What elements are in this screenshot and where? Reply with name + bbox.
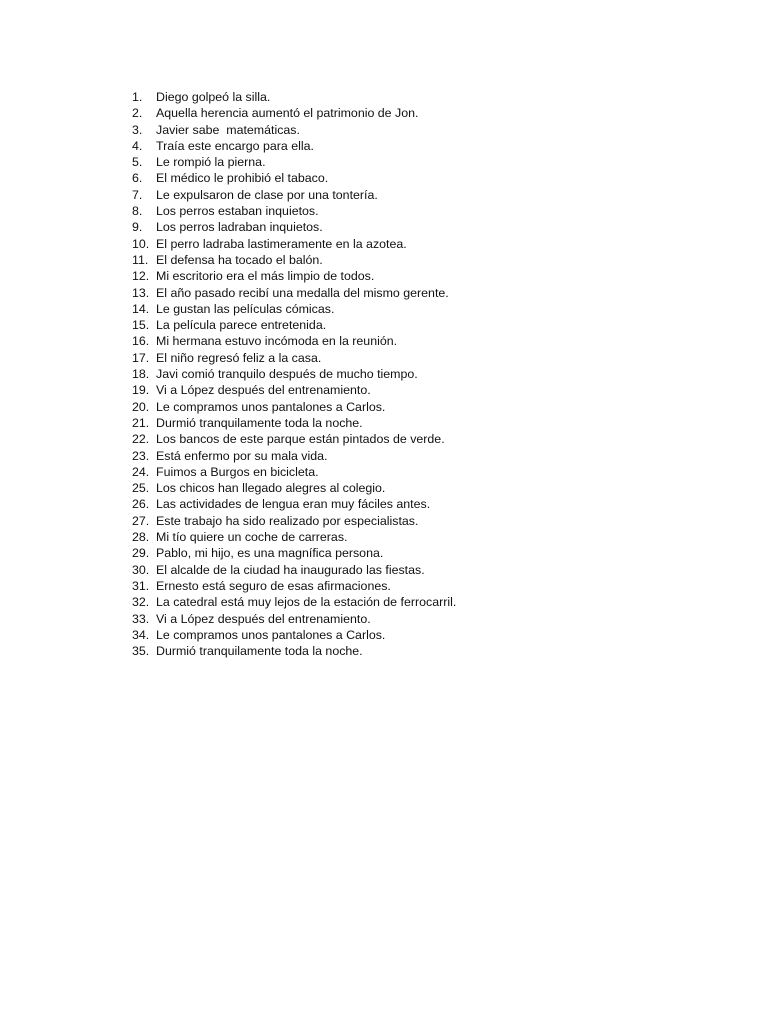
item-text: Diego golpeó la silla. bbox=[156, 90, 271, 104]
item-number: 6. bbox=[132, 171, 143, 186]
item-number: 12. bbox=[132, 269, 150, 284]
item-text: Le compramos unos pantalones a Carlos. bbox=[156, 627, 386, 642]
item-text: El niño regresó feliz a la casa. bbox=[156, 350, 322, 365]
list-item bbox=[128, 203, 688, 219]
item-number: 26. bbox=[132, 497, 150, 512]
item-text: Este trabajo ha sido realizado por especialistas. bbox=[156, 513, 419, 528]
item-number: 34. bbox=[132, 627, 150, 642]
list-item bbox=[128, 513, 688, 529]
list-item bbox=[128, 382, 688, 398]
item-text: Vi a López después del entrenamiento. bbox=[156, 383, 371, 398]
list-item bbox=[128, 187, 688, 203]
list-item bbox=[128, 105, 688, 121]
list-item bbox=[128, 285, 688, 301]
item-number: 24. bbox=[132, 464, 150, 479]
item-number: 22. bbox=[132, 432, 150, 447]
item-number: 25. bbox=[132, 481, 150, 496]
list-item bbox=[128, 415, 688, 431]
list-item bbox=[128, 562, 688, 578]
item-number: 18. bbox=[132, 367, 150, 382]
item-number: 2. bbox=[132, 106, 143, 121]
list-item bbox=[128, 431, 688, 447]
item-number: 31. bbox=[132, 578, 150, 593]
item-text: El año pasado recibí una medalla del mismo gerente. bbox=[156, 285, 449, 300]
item-number: 32. bbox=[132, 595, 150, 610]
item-text: Le expulsaron de clase por una tontería. bbox=[156, 187, 378, 202]
list-item bbox=[128, 154, 688, 170]
sentence-list bbox=[128, 89, 688, 659]
item-number: 30. bbox=[132, 562, 150, 577]
list-item bbox=[128, 545, 688, 561]
list-item bbox=[128, 138, 688, 154]
list-item bbox=[128, 122, 688, 138]
item-text: El perro ladraba lastimeramente en la azotea. bbox=[156, 236, 407, 251]
item-number: 13. bbox=[132, 285, 150, 300]
list-item bbox=[128, 448, 688, 464]
item-text: Traía este encargo para ella. bbox=[156, 138, 314, 153]
list-item bbox=[128, 350, 688, 366]
item-text: Está enfermo por su mala vida. bbox=[156, 448, 328, 463]
list-item bbox=[128, 643, 688, 659]
list-item bbox=[128, 594, 688, 610]
item-text: El defensa ha tocado el balón. bbox=[156, 252, 323, 267]
item-text: La película parece entretenida. bbox=[156, 318, 327, 333]
item-text: Javier sabe matemáticas. bbox=[156, 122, 300, 137]
list-item bbox=[128, 317, 688, 333]
item-text: Mi escritorio era el más limpio de todos. bbox=[156, 269, 375, 284]
item-text: Vi a López después del entrenamiento. bbox=[156, 611, 371, 626]
list-item bbox=[128, 464, 688, 480]
item-number: 3. bbox=[132, 122, 143, 137]
list-item bbox=[128, 333, 688, 349]
item-text: Fuimos a Burgos en bicicleta. bbox=[156, 464, 319, 479]
item-number: 4. bbox=[132, 138, 143, 153]
list-item bbox=[128, 529, 688, 545]
item-text: Durmió tranquilamente toda la noche. bbox=[156, 644, 363, 659]
item-number: 17. bbox=[132, 350, 150, 365]
item-text: Le compramos unos pantalones a Carlos. bbox=[156, 399, 386, 414]
item-number: 33. bbox=[132, 611, 150, 626]
list-item bbox=[128, 89, 688, 105]
item-text: El alcalde de la ciudad ha inaugurado las fiestas. bbox=[156, 562, 425, 577]
item-number: 7. bbox=[132, 187, 143, 202]
item-text: Los perros estaban inquietos. bbox=[156, 204, 319, 219]
list-item bbox=[128, 399, 688, 415]
item-text: Le rompió la pierna. bbox=[156, 155, 266, 170]
item-number: 16. bbox=[132, 334, 150, 349]
item-text: Mi tío quiere un coche de carreras. bbox=[156, 530, 348, 545]
item-number: 9. bbox=[132, 220, 143, 235]
item-text: Los bancos de este parque están pintados de verde. bbox=[156, 432, 445, 447]
item-number: 21. bbox=[132, 415, 150, 430]
list-item bbox=[128, 219, 688, 235]
item-text: Mi hermana estuvo incómoda en la reunión. bbox=[156, 334, 398, 349]
list-item bbox=[128, 496, 688, 512]
item-text: La catedral está muy lejos de la estación de ferrocarril. bbox=[156, 595, 457, 610]
list-item bbox=[128, 611, 688, 627]
item-number: 1. bbox=[132, 90, 143, 104]
item-text: Pablo, mi hijo, es una magnífica persona. bbox=[156, 546, 384, 561]
list-item bbox=[128, 627, 688, 643]
list-item bbox=[128, 236, 688, 252]
item-text: Aquella herencia aumentó el patrimonio de Jon. bbox=[156, 106, 419, 121]
item-text: Le gustan las películas cómicas. bbox=[156, 301, 335, 316]
item-number: 11. bbox=[132, 252, 149, 267]
item-number: 15. bbox=[132, 318, 150, 333]
item-text: Durmió tranquilamente toda la noche. bbox=[156, 415, 363, 430]
list-item bbox=[128, 170, 688, 186]
item-number: 23. bbox=[132, 448, 150, 463]
item-number: 28. bbox=[132, 530, 150, 545]
list-item bbox=[128, 578, 688, 594]
item-text: Las actividades de lengua eran muy fáciles antes. bbox=[156, 497, 431, 512]
list-item bbox=[128, 252, 688, 268]
item-number: 20. bbox=[132, 399, 150, 414]
item-text: Los chicos han llegado alegres al colegio. bbox=[156, 481, 386, 496]
item-number: 19. bbox=[132, 383, 150, 398]
item-number: 5. bbox=[132, 155, 143, 170]
list-item bbox=[128, 268, 688, 284]
item-text: El médico le prohibió el tabaco. bbox=[156, 171, 329, 186]
list-item bbox=[128, 480, 688, 496]
item-number: 29. bbox=[132, 546, 150, 561]
list-item bbox=[128, 366, 688, 382]
item-text: Javi comió tranquilo después de mucho tiempo. bbox=[156, 367, 418, 382]
item-text: Los perros ladraban inquietos. bbox=[156, 220, 323, 235]
item-number: 8. bbox=[132, 204, 143, 219]
list-item bbox=[128, 301, 688, 317]
item-number: 35. bbox=[132, 644, 150, 659]
item-number: 27. bbox=[132, 513, 150, 528]
item-number: 10. bbox=[132, 236, 150, 251]
item-number: 14. bbox=[132, 301, 150, 316]
item-text: Ernesto está seguro de esas afirmaciones. bbox=[156, 578, 391, 593]
